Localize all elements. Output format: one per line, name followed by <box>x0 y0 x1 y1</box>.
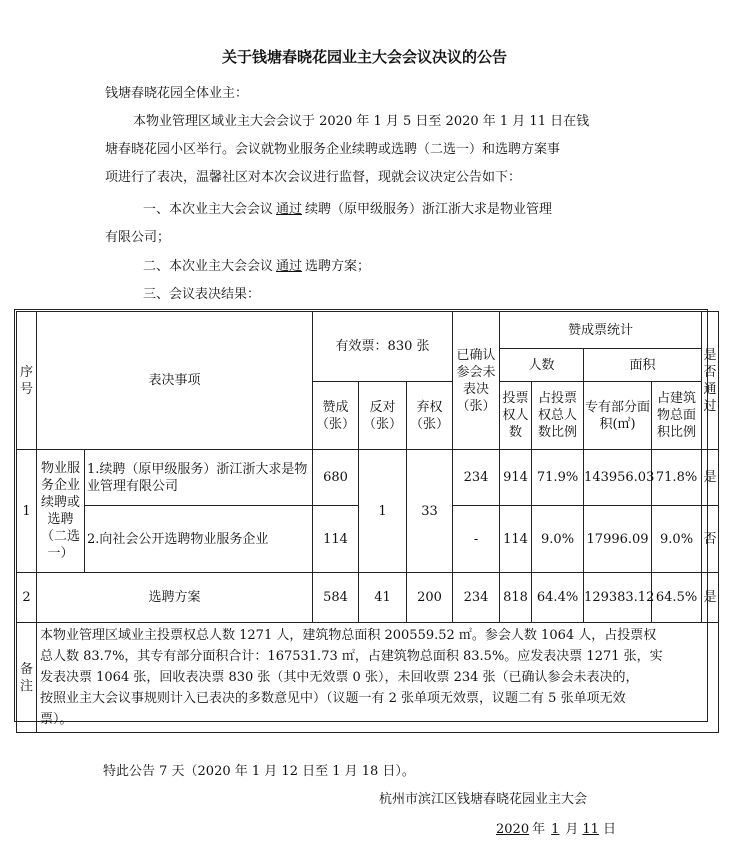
row2-area: 129383.12 <box>584 573 652 623</box>
row2-voter-ratio: 64.4% <box>532 573 584 623</box>
row1a-pass: 是 <box>702 450 719 506</box>
signature: 杭州市滨江区钱塘春晓花园业主大会 <box>379 792 588 807</box>
table-row-note <box>17 623 719 733</box>
decision-item-1-cont: 有限公司； <box>105 230 171 245</box>
row1b-area-ratio: 9.0% <box>652 506 702 573</box>
header-abstain: 弃权（张） <box>407 382 453 450</box>
date-month: 1 <box>551 822 560 837</box>
item2-prefix: 二、本次业主大会会议 <box>143 259 274 274</box>
date-day-char: 日 <box>602 822 616 837</box>
header-approve-stats: 赞成票统计 <box>500 312 702 349</box>
note-line: 发表决票 1064 张，回收表决票 830 张（其中无效票 0 张），未回收票 234 张（已确认参会未表决的， <box>40 670 639 685</box>
header-seq: 序号 <box>17 312 37 450</box>
header-against: 反对（张） <box>359 382 407 450</box>
intro-line-3: 项进行了表决，温馨社区对本次会议进行监督，现就会议决定公告如下： <box>105 170 522 185</box>
date-year: 2020 <box>496 822 530 837</box>
header-area-ratio: 占建筑物总面积比例 <box>652 382 702 450</box>
row1-seq: 1 <box>17 450 37 573</box>
table-row <box>17 450 719 506</box>
header-area: 面积 <box>584 349 702 382</box>
decision-item-3: 三、会议表决结果： <box>143 287 261 302</box>
row1a-for: 680 <box>313 450 359 506</box>
row1-against: 1 <box>359 450 407 573</box>
note-line: 票）。 <box>40 712 73 727</box>
row1b-voters: 114 <box>500 506 532 573</box>
item1-result: 通过 <box>276 202 303 217</box>
table-row <box>17 573 719 623</box>
decision-item-1 <box>143 199 663 221</box>
note-line: 本物业管理区域业主投票权总人数 1271 人，建筑物总面积 200559.52 ㎡。参会人数 1064 人，占投票权 <box>40 628 657 643</box>
row1a-voters: 914 <box>500 450 532 506</box>
row2-seq: 2 <box>17 573 37 623</box>
date-month-char: 月 <box>565 822 579 837</box>
row1b-for: 114 <box>313 506 359 573</box>
notice-period: 特此公告 7 天（2020 年 1 月 12 日至 1 月 18 日）。 <box>103 764 415 779</box>
row2-area-ratio: 64.5% <box>652 573 702 623</box>
row1a-voter-ratio: 71.9% <box>532 450 584 506</box>
row1a-area-ratio: 71.8% <box>652 450 702 506</box>
intro-line-1: 本物业管理区域业主大会会议于 2020 年 1 月 5 日至 2020 年 1 月 11 日在钱 <box>133 114 590 129</box>
row2-against: 41 <box>359 573 407 623</box>
intro-line-2: 塘春晓花园小区举行。会议就物业服务企业续聘或选聘（二选一）和选聘方案事 <box>105 142 561 157</box>
document-title: 关于钱塘春晓花园业主大会会议决议的公告 <box>221 48 507 66</box>
row1b-confirmed: - <box>453 506 500 573</box>
row2-pass: 是 <box>702 573 719 623</box>
item1-prefix: 一、本次业主大会会议 <box>143 202 274 217</box>
row1a-area: 143956.03 <box>584 450 652 506</box>
row2-confirmed: 234 <box>453 573 500 623</box>
row1b-voter-ratio: 9.0% <box>532 506 584 573</box>
header-valid-votes: 有效票：830 张 <box>313 312 453 382</box>
header-pass: 是否通过 <box>702 312 719 450</box>
note-line: 总人数 83.7%，其专有部分面积合计：167531.73 ㎡，占建筑物总面积 83.5%。应发表决票 1271 张，实 <box>40 649 663 664</box>
date-year-char: 年 <box>532 822 546 837</box>
row2-matter: 选聘方案 <box>37 573 313 623</box>
row1-group: 物业服务企业续聘或选聘（二选一） <box>37 450 85 573</box>
row2-for: 584 <box>313 573 359 623</box>
note-label: 备注 <box>17 623 37 733</box>
row1b-pass: 否 <box>702 506 719 573</box>
date-day: 11 <box>582 822 599 837</box>
header-voter-ratio: 占投票权总人数比例 <box>532 382 584 450</box>
row1a-confirmed: 234 <box>453 450 500 506</box>
header-confirmed-not-voted: 已确认参会未表决（张） <box>453 312 500 450</box>
row1b-area: 17996.09 <box>584 506 652 573</box>
header-for: 赞成（张） <box>313 382 359 450</box>
row1-abstain: 33 <box>407 450 453 573</box>
row2-voters: 818 <box>500 573 532 623</box>
row1a-matter: 1.续聘（原甲级服务）浙江浙大求是物业管理有限公司 <box>85 450 313 506</box>
header-matter: 表决事项 <box>37 312 313 450</box>
row2-abstain: 200 <box>407 573 453 623</box>
row1b-matter: 2.向社会公开选聘物业服务企业 <box>85 506 313 573</box>
vote-results-table <box>16 311 719 733</box>
header-exclusive-area: 专有部分面积(㎡) <box>584 382 652 450</box>
header-persons: 人数 <box>500 349 584 382</box>
item1-rest: 续聘（原甲级服务）浙江浙大求是物业管理 <box>305 202 553 217</box>
item2-result: 通过 <box>276 259 303 274</box>
header-voters: 投票权人数 <box>500 382 532 450</box>
greeting: 钱塘春晓花园全体业主： <box>105 86 249 101</box>
signing-date <box>493 818 616 837</box>
item2-rest: 选聘方案； <box>305 259 371 274</box>
note-line: 按照业主大会议事规则计入已表决的多数意见中）（议题一有 2 张单项无效票，议题二有 5 张单项无效 <box>40 691 626 706</box>
decision-item-2 <box>143 256 663 278</box>
note-text <box>37 623 719 733</box>
